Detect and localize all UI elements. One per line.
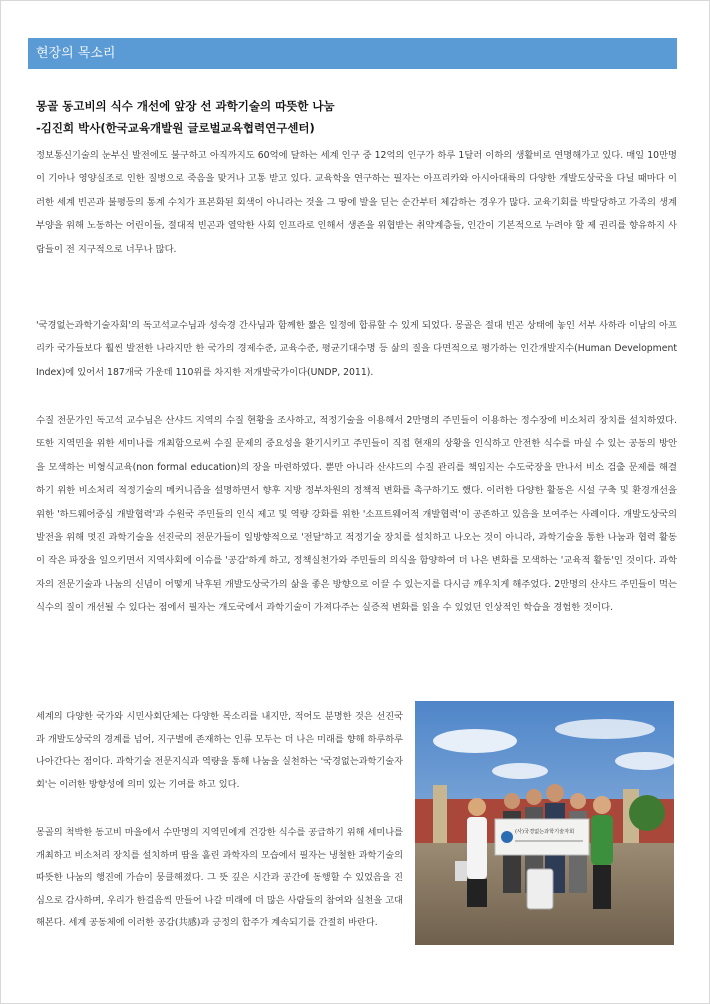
person [591, 815, 613, 865]
person [467, 817, 487, 879]
article-title-main: 몽골 동고비의 식수 개선에 앞장 선 과학기술의 따뜻한 나눔 [36, 99, 335, 113]
cloud [492, 763, 548, 779]
paragraph-2: '국경없는과학기술자회'의 독고석교수님과 성숙경 간사님과 함께한 짧은 일정에 합류할 수 있게 되었다. 몽골은 절대 빈곤 상태에 놓인 서부 사하라 이남의 아프리카 국가들보다 훨씬 발전한 나라지만 한 국가의 경제수준, 교육수준, 평균기대수명 등 삶의 질을 다면적으로 평가하는 인간개발지수(Human Development Index)에 있어서 187개국 가운데 110위를 차지한 저개발국가이다(UNDP, 2011). [36, 320, 677, 378]
paragraph-4: 세계의 다양한 국가와 시민사회단체는 다양한 목소리를 내지만, 적어도 분명한 것은 선진국과 개발도상국의 경계를 넘어, 지구별에 존재하는 인류 모두는 더 나은 미래를 향해 하루하루 나아간다는 점이다. 과학기술 전문지식과 역량을 통해 나눔을 실천하는 '국경없는과학기술자회'는 이러한 방향성에 의미 있는 기여를 하고 있다. [36, 711, 403, 790]
banner-text: (사)국경없는과학기술자회 [515, 829, 575, 835]
banner-logo [501, 831, 513, 843]
cloud [615, 752, 674, 770]
person-head [504, 793, 520, 809]
photo-illustration [415, 701, 674, 945]
article-author: -김진희 박사(한국교육개발원 글로벌교육협력연구센터) [36, 121, 315, 135]
article-title [36, 95, 676, 139]
container [455, 861, 467, 881]
person [467, 879, 487, 907]
person-head [593, 796, 611, 814]
paragraph-1: 정보통신기술의 눈부신 발전에도 불구하고 아직까지도 60억에 달하는 세계 인구 중 12억의 인구가 하루 1달러 이하의 생활비로 연명해가고 있다. 매일 10만명이 기아나 영양실조로 인한 질병으로 죽음을 맞거나 고통 받고 있다. 교육학을 연구하는 필자는 아프리카와 아시아대륙의 다양한 개발도상국을 다닐 때마다 이러한 세계 빈곤과 불평등의 통계 수치가 표본화된 회색이 아니라는 것을 그 땅에 발을 딛는 순간부터 체감하는 경우가 많다. 교육기회를 박탈당하고 가족의 생계 부양을 위해 노동하는 어린이들, 절대적 빈곤과 열악한 사회 인프라로 인해서 생존을 위협받는 취약계층들, 인간이 기본적으로 누려야 할 제 권리를 향유하지 사람들이 전 지구적으로 너무나 많다. [36, 150, 677, 255]
person-head [546, 784, 564, 802]
person-head [468, 798, 486, 816]
section-header [28, 38, 677, 69]
section-title: 현장의 목소리 [36, 46, 116, 61]
gate-pillar [433, 785, 447, 847]
tree [629, 795, 665, 831]
group-photo [415, 701, 674, 945]
person [593, 865, 611, 909]
person-head [526, 789, 542, 805]
cloud [433, 729, 517, 753]
person-head [570, 793, 586, 809]
cloud [555, 719, 655, 739]
paragraph-5: 몽골의 척박한 동고비 마을에서 수만명의 지역민에게 건강한 식수를 공급하기 위해 세미나를 개최하고 비소처리 장치를 설치하며 땀을 흘린 과학자의 모습에서 필자는 냉철한 과학기술의 따뜻한 나눔의 행진에 가슴이 뭉클해졌다. 그 뜻 깊은 시간과 공간에 동행할 수 있었음을 진심으로 감사하며, 우리가 한걸음씩 만들어 나갈 미래에 더 많은 사람들의 참여와 실천을 고대해본다. 세계 공동체에 이러한 공감(共感)과 긍정의 합주가 계속되기를 간절히 바란다. [36, 827, 403, 929]
paragraph-3: 수질 전문가인 독고석 교수님은 산샤드 지역의 수질 현황을 조사하고, 적정기술을 이용해서 2만명의 주민들이 이용하는 정수장에 비소처리 장치를 설치하였다. 또한 지역민을 위한 세미나를 개최함으로써 수질 문제의 중요성을 환기시키고 주민들이 직접 현재의 상황을 인식하고 안전한 식수를 마실 수 있는 공동의 방안을 모색하는 비형식교육(non formal education)의 장을 마련하였다. 뿐만 아니라 산샤드의 수질 관리를 책임지는 수도국장을 만나서 비소 검출 문제를 해결하기 위한 비소처리 적정기술의 메커니즘을 설명하면서 향후 지방 정부차원의 정책적 변화를 촉구하기도 했다. 이러한 다양한 활동은 시설 구축 및 환경개선을 위한 '하드웨어중심 개발협력'과 수원국 주민들의 인식 제고 및 역량 강화를 위한 '소프트웨어적 개발협력'이 공존하고 있음을 보여주는 사례이다. 개발도상국의 발전을 위해 멋진 과학기술을 선진국의 전문가들이 일방향적으로 '전달'하고 적정기술 장치를 설치하고 나오는 것이 아니라, 과학기술을 통한 나눔과 협력 활동이 작은 파장을 일으키면서 지역사회에 이슈를 '공감'하게 하고, 정책실천가와 주민들의 의식을 함양하여 더 나은 변화를 모색하는 '교육적 활동'인 것이다. 과학자의 전문기술과 나눔의 신념이 어떻게 낙후된 개발도상국가의 삶을 좋은 방향으로 이끌 수 있는지를 다시금 깨우치게 해주었다. 2만명의 산샤드 주민들이 먹는 식수의 질이 개선될 수 있다는 점에서 필자는 개도국에서 과학기술이 가져다주는 실증적 변화를 읽을 수 있었던 인상적인 학습을 경험한 것이다. [36, 415, 677, 614]
water-tank [527, 869, 553, 909]
